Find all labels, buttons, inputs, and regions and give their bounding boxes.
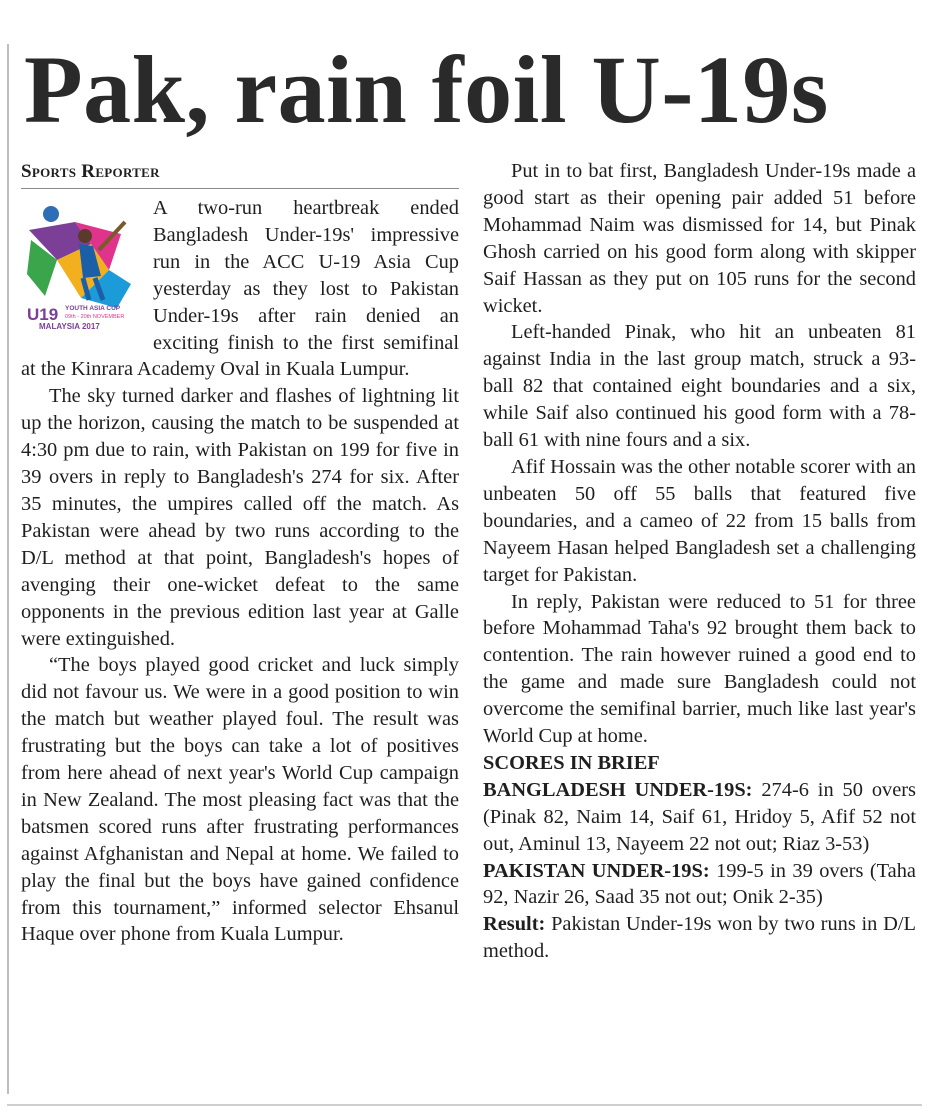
bottom-rule (7, 1104, 922, 1106)
pakistan-label: PAKISTAN UNDER-19S: (483, 859, 710, 882)
logo-line1-text: YOUTH ASIA CUP (65, 305, 121, 312)
left-paragraph: A two-run heartbreak ended Bangladesh Under-19s' impressive run in the ACC U-19 Asia Cup yesterday as they lost to Pakistan Under-19s after rain denied an exciting finish to the first semifinal at the Kinrara Academy Oval in Kuala Lumpur. (21, 197, 459, 381)
result-label: Result: (483, 913, 546, 936)
scores-heading: SCORES IN BRIEF (483, 751, 660, 774)
bangladesh-label: BANGLADESH UNDER-19S: (483, 778, 753, 801)
scores-result (483, 911, 916, 965)
right-paragraph: Left-handed Pinak, who hit an unbeaten 81 against India in the last group match, struck a 93-ball 82 that contained eight boundaries and a six, while Saif also continued his good form with a 78-ball 61 with nine fours and a six. (483, 321, 916, 452)
left-column-rule (7, 44, 9, 1094)
right-paragraph: In reply, Pakistan were reduced to 51 for three before Mohammad Taha's 92 brought them back to contention. The rain however ruined a good end to the game and made sure Bangladesh could not overcome the semifinal barrier, much like last year's World Cup at home. (483, 590, 916, 748)
byline-divider (21, 188, 459, 189)
result-text: Pakistan Under-19s won by two runs in D/L method. (483, 913, 916, 963)
logo-badge-text: U19 (27, 305, 59, 324)
headline: Pak, rain foil U-19s (24, 36, 829, 143)
scores-pakistan (483, 858, 916, 912)
left-column (21, 159, 459, 948)
logo-emblem-icon (43, 206, 59, 222)
right-paragraph: Put in to bat first, Bangladesh Under-19s made a good start as their opening pair added 51 before Mohammad Naim was dismissed for 14, but Pinak Ghosh carried on his good form along with skipper Saif Hassan as they put on 105 runs for the second wicket. (483, 160, 916, 317)
byline: Sports Reporter (21, 161, 160, 182)
left-paragraph: “The boys played good cricket and luck simply did not favour us. We were in a good position to win the match but weather played foul. The result was frustrating but the boys can take a lot of positives from here ahead of next year's World Cup campaign in New Zealand. The most pleasing fact was that the batsmen scored runs after frustrating performances against Afghanistan and Nepal at home. We failed to play the final but the boys have gained confidence from this tournament,” informed selector Ehsanul Haque over phone from Kuala Lumpur. (21, 654, 459, 946)
asia-cup-logo (21, 200, 139, 332)
logo-line2-text: 09th - 20th NOVEMBER (65, 314, 125, 320)
logo-line3-text: MALAYSIA 2017 (39, 322, 100, 331)
right-paragraph: Afif Hossain was the other notable scorer with an unbeaten 50 off 55 balls that featured five boundaries, and a cameo of 22 from 15 balls from Nayeem Hasan helped Bangladesh set a challenging target for Pakistan. (483, 455, 916, 586)
right-column (483, 158, 916, 965)
pakistan-scoreline: 199-5 in 39 overs (Taha 92, Nazir 26, Saad 35 not out; Onik 2-35) (483, 859, 916, 909)
bangladesh-scoreline: 274-6 in 50 overs (Pinak 82, Naim 14, Saif 61, Hridoy 5, Afif 52 not out, Aminul 13, Nayeem 22 not out; Riaz 3-53) (483, 778, 916, 855)
scores-bangladesh (483, 777, 916, 858)
left-paragraph: The sky turned darker and flashes of lightning lit up the horizon, causing the match to be suspended at 4:30 pm due to rain, with Pakistan on 199 for five in 39 overs in reply to Bangladesh's 274 for six. After 35 minutes, the umpires called off the match. As Pakistan were ahead by two runs according to the D/L method at that point, Bangladesh's hopes of avenging their one-wicket defeat to the same opponents in the previous edition last year at Galle were extinguished. (21, 385, 459, 650)
